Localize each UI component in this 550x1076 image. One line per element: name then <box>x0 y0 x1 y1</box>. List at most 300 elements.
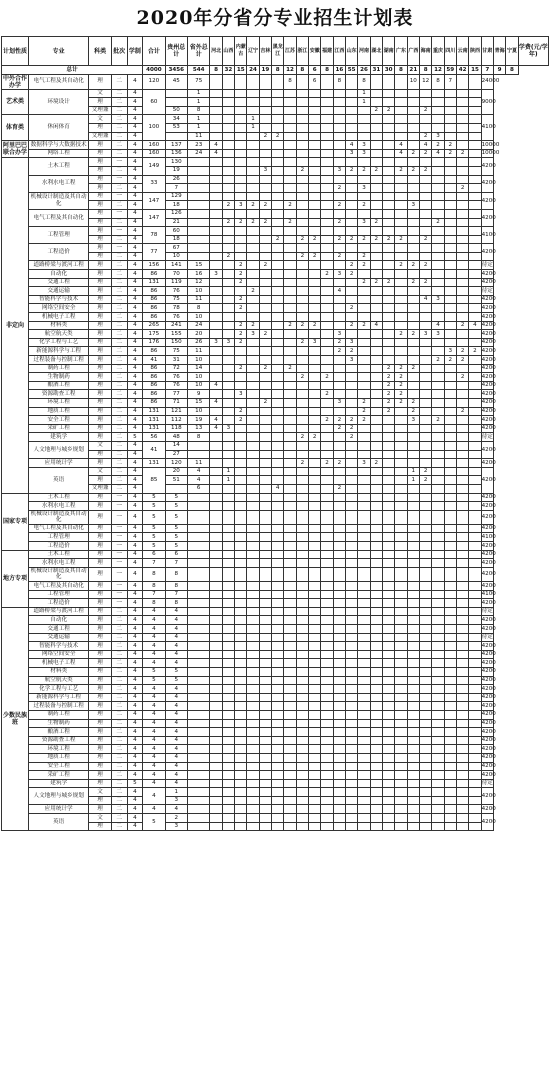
table-cell <box>222 166 234 175</box>
table-cell <box>469 625 481 634</box>
total-cell: 24 <box>247 66 259 75</box>
table-cell: 二 <box>111 650 127 659</box>
table-cell <box>456 261 468 270</box>
table-cell <box>284 484 296 493</box>
table-cell <box>210 736 222 745</box>
table-cell <box>407 728 419 737</box>
table-cell <box>432 381 444 390</box>
table-cell: 10 <box>407 74 419 89</box>
table-cell <box>370 398 382 407</box>
table-cell <box>333 89 345 98</box>
table-cell: 2 <box>272 132 284 141</box>
major-cell: 航空航天类 <box>28 330 89 339</box>
table-cell <box>444 304 456 313</box>
table-cell: 理 <box>89 270 111 279</box>
table-cell: 4 <box>165 710 187 719</box>
table-cell: 78 <box>165 304 187 313</box>
table-cell: 2 <box>333 235 345 244</box>
table-cell <box>222 407 234 416</box>
table-cell <box>444 510 456 524</box>
table-cell <box>210 676 222 685</box>
table-cell <box>188 728 210 737</box>
table-row <box>2 459 549 468</box>
table-cell <box>247 149 259 158</box>
table-cell <box>469 424 481 433</box>
table-cell <box>358 502 370 511</box>
table-cell: 4 <box>127 149 143 158</box>
table-cell <box>383 650 395 659</box>
table-cell <box>309 227 321 236</box>
table-cell <box>247 693 259 702</box>
table-cell <box>370 89 382 98</box>
table-cell: 4 <box>127 381 143 390</box>
total-cell: 7 <box>481 66 493 75</box>
table-cell <box>469 590 481 599</box>
table-cell <box>444 244 456 253</box>
table-cell <box>296 467 308 476</box>
table-cell <box>407 559 419 568</box>
table-cell <box>444 667 456 676</box>
table-cell <box>407 745 419 754</box>
table-cell: 8 <box>188 106 210 115</box>
table-cell <box>247 158 259 167</box>
table-cell: 理 <box>89 753 111 762</box>
table-cell: 7 <box>165 590 187 599</box>
table-cell <box>272 510 284 524</box>
table-cell: 4 <box>165 616 187 625</box>
table-cell: 4 <box>127 607 143 616</box>
table-cell <box>222 822 234 831</box>
table-cell <box>210 633 222 642</box>
table-cell: 4 <box>165 745 187 754</box>
table-cell <box>370 550 382 559</box>
table-cell <box>259 115 271 124</box>
table-cell <box>370 338 382 347</box>
column-header: 计划性质 <box>2 37 29 66</box>
table-cell <box>272 175 284 184</box>
table-cell <box>235 433 247 442</box>
table-cell <box>456 287 468 296</box>
table-cell <box>333 278 345 287</box>
table-cell: 2 <box>346 304 358 313</box>
table-cell <box>333 633 345 642</box>
table-cell <box>333 106 345 115</box>
table-row <box>2 788 549 797</box>
table-cell <box>309 381 321 390</box>
table-cell <box>259 607 271 616</box>
table-cell <box>383 667 395 676</box>
table-cell <box>235 590 247 599</box>
table-cell <box>444 201 456 210</box>
table-cell <box>456 304 468 313</box>
table-cell <box>444 616 456 625</box>
table-cell <box>284 788 296 797</box>
table-cell <box>272 184 284 193</box>
table-cell <box>383 227 395 236</box>
table-cell <box>222 313 234 322</box>
table-cell: 文理兼 <box>89 484 111 493</box>
table-cell <box>333 822 345 831</box>
tuition-cell: 4100 <box>481 227 493 244</box>
table-cell <box>469 502 481 511</box>
table-cell <box>284 132 296 141</box>
table-cell <box>272 779 284 788</box>
table-row <box>2 582 549 591</box>
table-cell <box>383 676 395 685</box>
table-cell <box>188 822 210 831</box>
table-row <box>2 407 549 416</box>
table-cell <box>210 450 222 459</box>
table-cell <box>247 373 259 382</box>
table-cell <box>358 175 370 184</box>
table-cell <box>383 524 395 533</box>
table-cell: 4 <box>127 702 143 711</box>
table-cell <box>259 650 271 659</box>
table-cell <box>188 667 210 676</box>
table-cell <box>284 459 296 468</box>
table-cell: 2 <box>383 278 395 287</box>
table-cell <box>444 702 456 711</box>
table-cell <box>358 441 370 450</box>
table-cell <box>333 356 345 365</box>
table-cell <box>419 209 431 218</box>
table-cell: 一 <box>111 567 127 581</box>
table-cell: 26 <box>165 175 187 184</box>
subtotal-cell: 6 <box>143 550 165 559</box>
table-cell: 4 <box>469 321 481 330</box>
table-cell <box>309 476 321 485</box>
table-cell: 二 <box>111 270 127 279</box>
table-cell <box>333 476 345 485</box>
table-cell <box>444 175 456 184</box>
table-cell <box>370 762 382 771</box>
table-cell <box>370 771 382 780</box>
table-cell <box>210 559 222 568</box>
table-cell <box>188 533 210 542</box>
table-cell <box>284 347 296 356</box>
subtotal-cell: 160 <box>143 141 165 150</box>
major-cell: 过程装备与控制工程 <box>28 356 89 365</box>
table-cell <box>419 753 431 762</box>
table-cell <box>432 450 444 459</box>
table-cell <box>469 567 481 581</box>
table-cell: 二 <box>111 659 127 668</box>
table-cell <box>259 702 271 711</box>
table-cell <box>296 788 308 797</box>
table-cell <box>321 693 333 702</box>
table-cell <box>247 550 259 559</box>
table-cell <box>259 667 271 676</box>
table-cell <box>432 278 444 287</box>
table-cell <box>333 227 345 236</box>
table-cell: 2 <box>370 278 382 287</box>
table-cell <box>259 123 271 132</box>
table-cell: 2 <box>419 106 431 115</box>
table-cell <box>469 74 481 89</box>
table-cell <box>444 805 456 814</box>
table-cell <box>383 347 395 356</box>
subtotal-cell: 4 <box>143 685 165 694</box>
table-cell: 4 <box>127 814 143 823</box>
table-row <box>2 616 549 625</box>
table-cell <box>309 590 321 599</box>
table-cell <box>321 175 333 184</box>
table-cell <box>284 209 296 218</box>
table-cell <box>419 676 431 685</box>
table-cell <box>469 132 481 141</box>
table-cell <box>188 582 210 591</box>
major-cell: 环境工程 <box>28 398 89 407</box>
table-cell <box>188 685 210 694</box>
table-cell <box>321 524 333 533</box>
table-cell <box>188 599 210 608</box>
table-cell <box>296 524 308 533</box>
table-cell <box>358 424 370 433</box>
table-cell <box>419 381 431 390</box>
table-cell <box>358 390 370 399</box>
table-cell: 2 <box>235 338 247 347</box>
table-cell <box>272 244 284 253</box>
table-cell <box>321 753 333 762</box>
table-cell: 2 <box>321 390 333 399</box>
table-cell: 理 <box>89 166 111 175</box>
table-cell <box>247 745 259 754</box>
table-cell <box>469 685 481 694</box>
table-cell <box>456 313 468 322</box>
table-cell <box>346 184 358 193</box>
table-row <box>2 633 549 642</box>
table-cell <box>309 788 321 797</box>
subtotal-cell: 4 <box>143 719 165 728</box>
total-cell: 544 <box>188 66 210 75</box>
table-cell <box>456 625 468 634</box>
table-row <box>2 814 549 823</box>
table-cell <box>284 796 296 805</box>
column-header: 广东 <box>395 37 407 66</box>
subtotal-cell: 77 <box>143 244 165 261</box>
subtotal-cell: 86 <box>143 270 165 279</box>
table-cell <box>432 685 444 694</box>
table-cell <box>284 304 296 313</box>
subtotal-cell: 8 <box>143 567 165 581</box>
tuition-cell: 4200 <box>481 467 493 493</box>
column-header: 安徽 <box>309 37 321 66</box>
table-cell <box>407 599 419 608</box>
table-cell <box>395 287 407 296</box>
table-cell <box>247 184 259 193</box>
tuition-cell: 4200 <box>481 175 493 192</box>
subtotal-cell: 4 <box>143 762 165 771</box>
table-cell: 二 <box>111 252 127 261</box>
table-cell: 二 <box>111 218 127 227</box>
table-cell <box>432 582 444 591</box>
table-cell <box>247 771 259 780</box>
table-cell <box>235 424 247 433</box>
table-cell <box>259 175 271 184</box>
table-cell <box>358 753 370 762</box>
table-cell <box>346 201 358 210</box>
table-cell <box>432 719 444 728</box>
table-cell: 二 <box>111 693 127 702</box>
table-cell: 2 <box>296 321 308 330</box>
table-cell <box>296 356 308 365</box>
table-cell: 文理兼 <box>89 132 111 141</box>
table-cell <box>247 398 259 407</box>
table-cell <box>210 650 222 659</box>
table-cell <box>210 567 222 581</box>
table-cell <box>333 132 345 141</box>
table-cell <box>188 762 210 771</box>
table-cell <box>309 123 321 132</box>
table-cell <box>259 424 271 433</box>
table-cell <box>395 450 407 459</box>
table-cell <box>284 441 296 450</box>
table-cell <box>346 502 358 511</box>
table-cell <box>469 158 481 167</box>
table-cell <box>188 633 210 642</box>
table-cell: 26 <box>188 338 210 347</box>
table-cell <box>188 175 210 184</box>
tuition-cell: 4200 <box>481 551 496 558</box>
table-cell <box>407 667 419 676</box>
table-row <box>2 753 549 762</box>
table-cell: 文 <box>89 467 111 476</box>
table-cell <box>333 467 345 476</box>
table-cell <box>188 166 210 175</box>
table-cell <box>395 441 407 450</box>
table-cell <box>456 550 468 559</box>
table-cell <box>358 304 370 313</box>
table-cell <box>235 244 247 253</box>
table-cell <box>259 98 271 107</box>
table-cell <box>395 702 407 711</box>
table-cell <box>346 796 358 805</box>
table-cell <box>333 313 345 322</box>
table-cell <box>456 433 468 442</box>
table-cell <box>432 642 444 651</box>
table-cell <box>370 484 382 493</box>
table-cell <box>296 192 308 201</box>
table-cell: 2 <box>235 330 247 339</box>
table-cell <box>383 805 395 814</box>
subtotal-cell: 4 <box>143 650 165 659</box>
tuition-cell: 4200 <box>481 668 496 675</box>
table-cell <box>284 533 296 542</box>
table-cell: 理 <box>89 330 111 339</box>
table-cell <box>296 805 308 814</box>
table-cell <box>222 771 234 780</box>
table-cell <box>333 441 345 450</box>
major-cell: 水利水电工程 <box>28 502 89 511</box>
table-cell <box>419 745 431 754</box>
major-cell: 化学工程与工艺 <box>28 338 89 347</box>
tuition-cell: 4100 <box>481 115 493 141</box>
table-cell: 二 <box>111 685 127 694</box>
table-cell <box>419 158 431 167</box>
table-cell <box>321 192 333 201</box>
table-cell <box>456 364 468 373</box>
major-cell: 生物制药 <box>28 719 89 728</box>
table-cell: 4 <box>210 141 222 150</box>
table-cell: 1 <box>247 123 259 132</box>
table-cell <box>222 814 234 823</box>
major-cell: 建筑学 <box>28 779 89 788</box>
subtotal-cell: 86 <box>143 295 165 304</box>
table-cell <box>296 141 308 150</box>
table-cell <box>272 89 284 98</box>
table-cell <box>370 719 382 728</box>
table-cell <box>346 287 358 296</box>
table-cell <box>407 762 419 771</box>
table-cell <box>333 261 345 270</box>
table-cell <box>210 616 222 625</box>
table-cell <box>456 493 468 502</box>
table-cell: 理 <box>89 510 111 524</box>
table-cell: 7 <box>165 559 187 568</box>
table-cell <box>444 814 456 823</box>
table-cell: 4 <box>127 550 143 559</box>
table-cell <box>247 590 259 599</box>
table-cell: 4 <box>127 166 143 175</box>
table-cell: 2 <box>346 166 358 175</box>
table-cell <box>247 702 259 711</box>
table-cell <box>272 313 284 322</box>
subtotal-cell: 175 <box>143 330 165 339</box>
table-cell <box>395 510 407 524</box>
table-cell <box>309 753 321 762</box>
table-cell <box>321 542 333 551</box>
table-cell <box>235 166 247 175</box>
table-cell <box>456 330 468 339</box>
table-cell <box>346 659 358 668</box>
table-cell <box>444 321 456 330</box>
table-cell <box>432 338 444 347</box>
table-cell <box>296 313 308 322</box>
table-cell <box>235 559 247 568</box>
table-cell <box>222 115 234 124</box>
table-cell: 4 <box>370 321 382 330</box>
table-cell: 4 <box>127 235 143 244</box>
table-cell: 3 <box>346 149 358 158</box>
table-cell <box>247 633 259 642</box>
table-cell <box>296 115 308 124</box>
table-cell <box>321 599 333 608</box>
table-cell: 5 <box>165 524 187 533</box>
table-cell <box>395 192 407 201</box>
table-cell <box>456 814 468 823</box>
table-cell <box>383 719 395 728</box>
subtotal-cell: 4 <box>143 616 165 625</box>
table-cell: 二 <box>111 141 127 150</box>
table-cell: 理 <box>89 381 111 390</box>
table-cell <box>333 175 345 184</box>
table-cell <box>259 381 271 390</box>
table-row <box>2 762 549 771</box>
major-cell: 道路桥梁与渡河工程 <box>28 607 89 616</box>
table-cell: 137 <box>165 141 187 150</box>
table-cell: 2 <box>346 321 358 330</box>
major-cell: 交通工程 <box>28 625 89 634</box>
table-cell <box>370 227 382 236</box>
table-cell <box>469 270 481 279</box>
table-cell <box>188 235 210 244</box>
table-cell <box>333 115 345 124</box>
table-cell <box>469 166 481 175</box>
major-cell: 机械电子工程 <box>28 313 89 322</box>
table-cell <box>444 98 456 107</box>
table-cell: 二 <box>111 295 127 304</box>
table-row <box>2 373 549 382</box>
